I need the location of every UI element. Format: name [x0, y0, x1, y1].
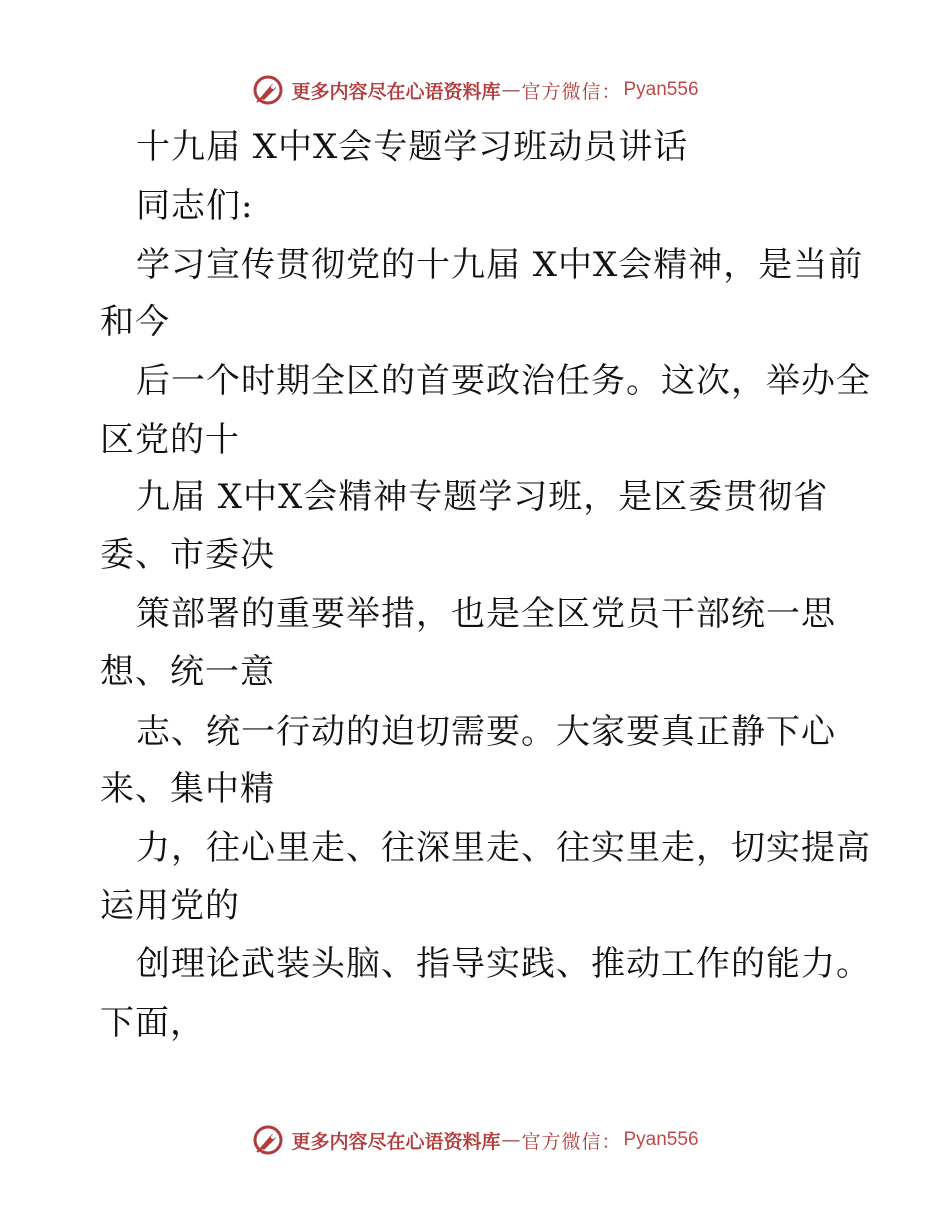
- banner-wechat-id: Pyan556: [623, 1129, 699, 1150]
- header-watermark-banner: [0, 70, 950, 110]
- pen-nib-icon: [251, 73, 285, 107]
- paragraph-line: 创理论武装头脑、指导实践、推动工作的能力。: [136, 944, 871, 984]
- banner-text: [291, 77, 698, 104]
- paragraph-line: 和今: [100, 302, 170, 342]
- paragraph-line: 策部署的重要举措，也是全区党员干部统一思: [136, 594, 836, 634]
- banner-separator: —: [501, 79, 521, 101]
- paragraph-line: 志、统一行动的迫切需要。大家要真正静下心: [136, 712, 836, 752]
- paragraph-line: 来、集中精: [100, 769, 275, 809]
- paragraph-line: 力，往心里走、往深里走、往实里走，切实提高: [136, 828, 871, 868]
- banner-wechat-id: Pyan556: [623, 79, 699, 100]
- paragraph-line: 运用党的: [100, 886, 240, 926]
- footer-watermark-banner: [0, 1120, 950, 1160]
- banner-text: [291, 1127, 698, 1154]
- paragraph-line: 想、统一意: [100, 652, 275, 692]
- pen-nib-icon: [251, 1123, 285, 1157]
- banner-separator: —: [501, 1129, 521, 1151]
- banner-main-text: 更多内容尽在心语资料库: [291, 1130, 501, 1153]
- salutation: 同志们:: [136, 186, 254, 226]
- paragraph-line: 下面，: [100, 1003, 205, 1043]
- paragraph-line: 委、市委决: [100, 535, 275, 575]
- paragraph-line: 九届 X中X会精神专题学习班，是区委贯彻省: [136, 477, 829, 517]
- paragraph-line: 区党的十: [100, 420, 240, 460]
- banner-wechat-label: 官方微信：: [521, 80, 622, 103]
- banner-main-text: 更多内容尽在心语资料库: [291, 80, 501, 103]
- document-title: 十九届 X中X会专题学习班动员讲话: [136, 127, 689, 167]
- paragraph-line: 后一个时期全区的首要政治任务。这次，举办全: [136, 361, 871, 401]
- paragraph-line: 学习宣传贯彻党的十九届 X中X会精神，是当前: [136, 245, 864, 285]
- banner-wechat-label: 官方微信：: [521, 1130, 622, 1153]
